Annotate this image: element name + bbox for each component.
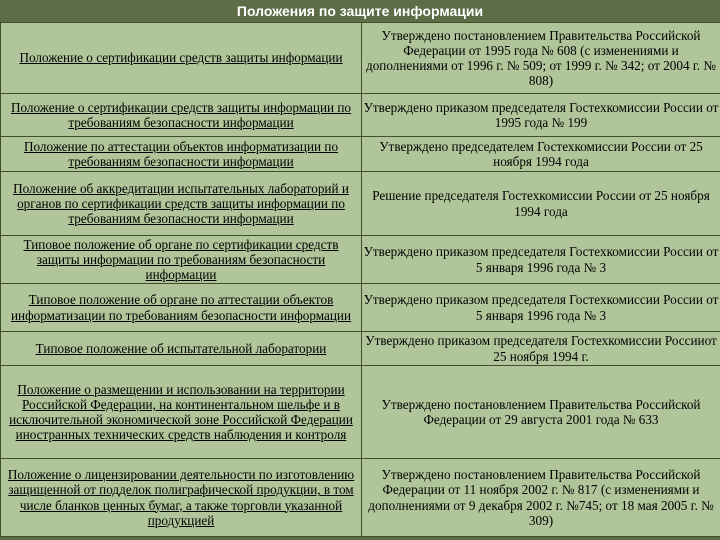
regulation-approval: Утверждено приказом председателя Гостехкомиссии России от 5 января 1996 года № 3 bbox=[362, 284, 720, 332]
regulation-document: Типовое положение об органе по сертификации средств защиты информации по требованиям безопасности информации bbox=[1, 236, 362, 284]
regulation-document: Положение о сертификации средств защиты информации по требованиям безопасности информации bbox=[1, 94, 362, 137]
regulation-document: Положение о размещении и использовании на территории Российской Федерации, на континентальном шельфе и в исключительной экономической зоне Российской Федерации иностранных технических средств наблюдения и контроля bbox=[1, 366, 362, 459]
regulation-document: Положение по аттестации объектов информатизации по требованиям безопасности информации bbox=[1, 137, 362, 172]
table-row bbox=[1, 284, 720, 332]
table-row bbox=[1, 94, 720, 137]
regulation-document: Положение об аккредитации испытательных лабораторий и органов по сертификации средств защиты информации по требованиям безопасности информации bbox=[1, 172, 362, 236]
regulation-document: Положение о сертификации средств защиты информации bbox=[1, 23, 362, 94]
regulation-approval: Утверждено председателем Гостехкомиссии России от 25 ноября 1994 года bbox=[362, 137, 720, 172]
regulation-approval: Утверждено приказом председателя Гостехкомиссии России от 5 января 1996 года № 3 bbox=[362, 236, 720, 284]
regulation-document: Типовое положение об испытательной лаборатории bbox=[1, 332, 362, 366]
table-row bbox=[1, 366, 720, 459]
regulation-approval: Утверждено приказом председателя Гостехкомиссии России от 1995 года № 199 bbox=[362, 94, 720, 137]
regulation-approval: Утверждено постановлением Правительства Российской Федерации от 1995 года № 608 (с изменениями и дополнениями от 1996 г. № 509; от 1999 г. № 342; от 2004 г. № 808) bbox=[362, 23, 720, 94]
regulation-approval: Утверждено приказом председателя Гостехкомиссии Россииот 25 ноября 1994 г. bbox=[362, 332, 720, 366]
slide-title: Положения по защите информации bbox=[236, 3, 484, 19]
table-row bbox=[1, 332, 720, 366]
regulation-approval: Утверждено постановлением Правительства Российской Федерации от 11 ноября 2002 г. № 817 (с изменениями и дополнениями от 9 декабря 2002 г. №745; от 18 мая 2005 г. № 309) bbox=[362, 459, 720, 537]
regulation-approval: Утверждено постановлением Правительства Российской Федерации от 29 августа 2001 года № 633 bbox=[362, 366, 720, 459]
regulation-document: Типовое положение об органе по аттестации объектов информатизации по требованиям безопасности информации bbox=[1, 284, 362, 332]
regulation-document: Положение о лицензировании деятельности по изготовлению защищенной от подделок полиграфической продукции, в том числе бланков ценных бумаг, а также торговли указанной продукцией bbox=[1, 459, 362, 537]
regulation-approval: Решение председателя Гостехкомиссии России от 25 ноября 1994 года bbox=[362, 172, 720, 236]
table-row bbox=[1, 236, 720, 284]
table-row bbox=[1, 137, 720, 172]
table-row bbox=[1, 23, 720, 94]
table-row bbox=[1, 172, 720, 236]
regulations-table bbox=[0, 22, 720, 537]
table-row bbox=[1, 459, 720, 537]
